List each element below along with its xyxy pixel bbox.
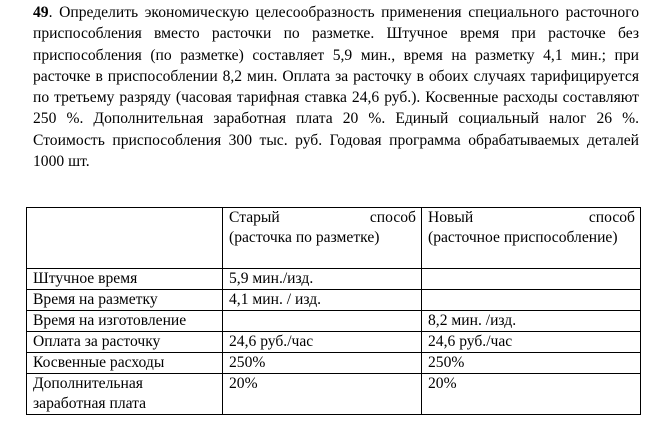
- row-label: Время на разметку: [27, 290, 223, 311]
- problem-number: 49: [33, 4, 49, 21]
- table-row: [27, 290, 641, 311]
- row-new-value: 250%: [422, 353, 641, 374]
- table-header-row: [27, 208, 641, 269]
- problem-text: . Определить экономическую целесообразность применения специального расточного приспособления вместо расточки по разметке. Штучное время при расточке без приспособления (по разметке) составляет 5,9 мин., время на разметку 4,1 мин.; при расточке в приспособлении 8,2 мин. Оплата за расточку в обоих случаях тарифицируется по третьему разряду (часовая тарифная ставка 24,6 руб.). Косвенные расходы составляют 250 %. Дополнительная заработная плата 20 %. Единый социальный налог 26 %. Стоимость приспособления 300 тыс. руб. Годовая программа обрабатываемых деталей 1000 шт.: [33, 4, 639, 171]
- row-new-value: [422, 269, 641, 290]
- header-old-rest: (расточка по разметке): [229, 228, 380, 246]
- row-new-value: [422, 290, 641, 311]
- comparison-table: [26, 207, 641, 415]
- row-label: Дополнительная заработная плата: [27, 374, 223, 415]
- header-new-word1: Новый: [428, 209, 474, 226]
- row-old-value: 20%: [223, 374, 422, 415]
- row-label: Время на изготовление: [27, 311, 223, 332]
- table-row: [27, 353, 641, 374]
- header-old-word2: способ: [369, 209, 416, 226]
- problem-statement: [33, 2, 639, 172]
- row-old-value: 5,9 мин./изд.: [223, 269, 422, 290]
- header-old-word1: Старый: [229, 209, 280, 226]
- row-new-value: 8,2 мин. /изд.: [422, 311, 641, 332]
- table-row: [27, 374, 641, 415]
- row-old-value: [223, 311, 422, 332]
- header-old-method: [223, 208, 422, 269]
- header-new-rest: (расточное приспособление): [428, 228, 618, 246]
- table-row: [27, 311, 641, 332]
- row-label: Штучное время: [27, 269, 223, 290]
- table-row: [27, 332, 641, 353]
- header-empty-cell: [27, 208, 223, 269]
- header-new-word2: способ: [588, 209, 635, 226]
- row-old-value: 250%: [223, 353, 422, 374]
- table-row: [27, 269, 641, 290]
- row-new-value: 24,6 руб./час: [422, 332, 641, 353]
- row-label: Оплата за расточку: [27, 332, 223, 353]
- row-old-value: 24,6 руб./час: [223, 332, 422, 353]
- header-new-method: [422, 208, 641, 269]
- row-label: Косвенные расходы: [27, 353, 223, 374]
- row-old-value: 4,1 мин. / изд.: [223, 290, 422, 311]
- row-new-value: 20%: [422, 374, 641, 415]
